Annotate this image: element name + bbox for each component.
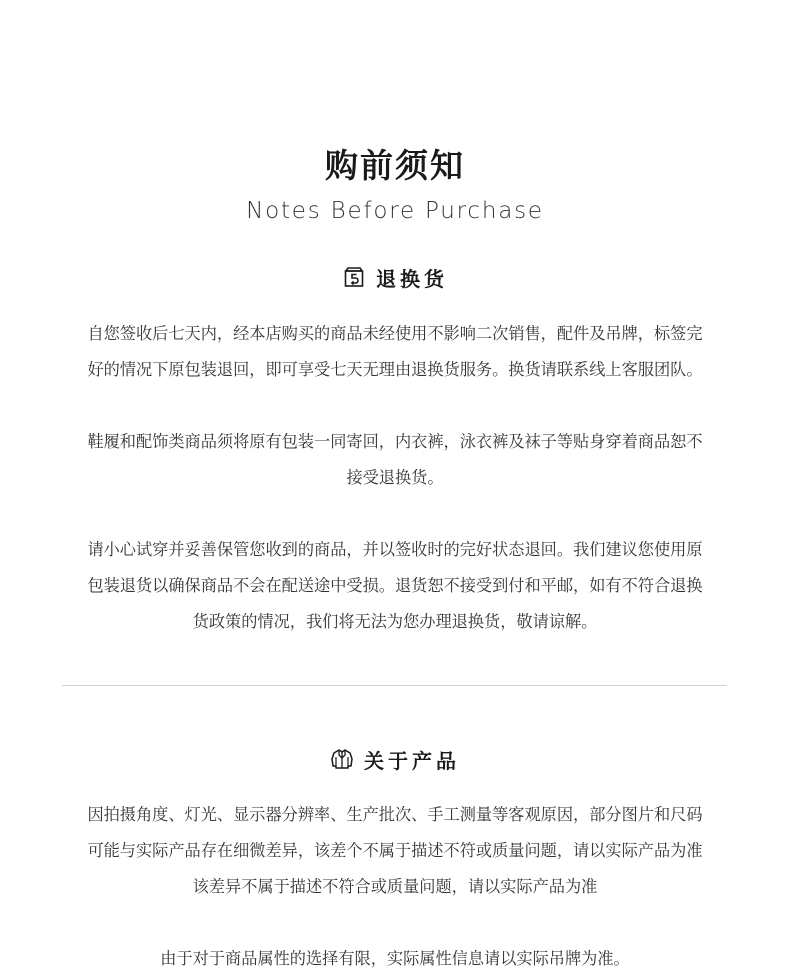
page-title: 购前须知 [325, 146, 465, 185]
jacket-icon [330, 747, 354, 771]
text-line: 因拍摄角度、灯光、显示器分辨率、生产批次、手工测量等客观原因，部分图片和尺码 [87, 805, 703, 824]
text-line: 鞋履和配饰类商品须将原有包装一同寄回，内衣裤，泳衣裤及袜子等贴身穿着商品恕不 [87, 432, 703, 451]
returns-section-title: 退换货 [376, 266, 448, 291]
text-line: 货政策的情况，我们将无法为您办理退换货，敬请谅解。 [192, 612, 598, 631]
returns-paragraph-2 [60, 424, 730, 496]
text-line: 接受退换货。 [346, 468, 444, 487]
returns-paragraph-1 [60, 316, 730, 388]
text-line: 好的情况下原包装退回，即可享受七天无理由退换货服务。换货请联系线上客服团队。 [87, 360, 703, 379]
product-paragraph-1 [60, 797, 730, 905]
product-section-header [0, 744, 790, 774]
product-section-title: 关于产品 [364, 748, 460, 773]
text-line: 该差异不属于描述不符合或质量问题，请以实际产品为准 [192, 877, 598, 896]
text-line: 自您签收后七天内，经本店购买的商品未经使用不影响二次销售，配件及吊牌，标签完 [87, 324, 703, 343]
text-line: 包装退货以确保商品不会在配送途中受损。退货恕不接受到付和平邮，如有不符合退换 [87, 576, 703, 595]
text-line: 由于对于商品属性的选择有限，实际属性信息请以实际吊牌为准。 [160, 949, 630, 968]
returns-paragraph-3 [60, 532, 730, 640]
returns-section-header [0, 262, 790, 292]
section-divider [62, 685, 727, 686]
page-subtitle: Notes Before Purchase [246, 198, 544, 224]
product-paragraph-2 [60, 941, 730, 977]
return-package-icon [342, 265, 366, 289]
text-line: 可能与实际产品存在细微差异，该差个不属于描述不符或质量问题，请以实际产品为准 [87, 841, 703, 860]
text-line: 请小心试穿并妥善保管您收到的商品，并以签收时的完好状态退回。我们建议您使用原 [87, 540, 703, 559]
